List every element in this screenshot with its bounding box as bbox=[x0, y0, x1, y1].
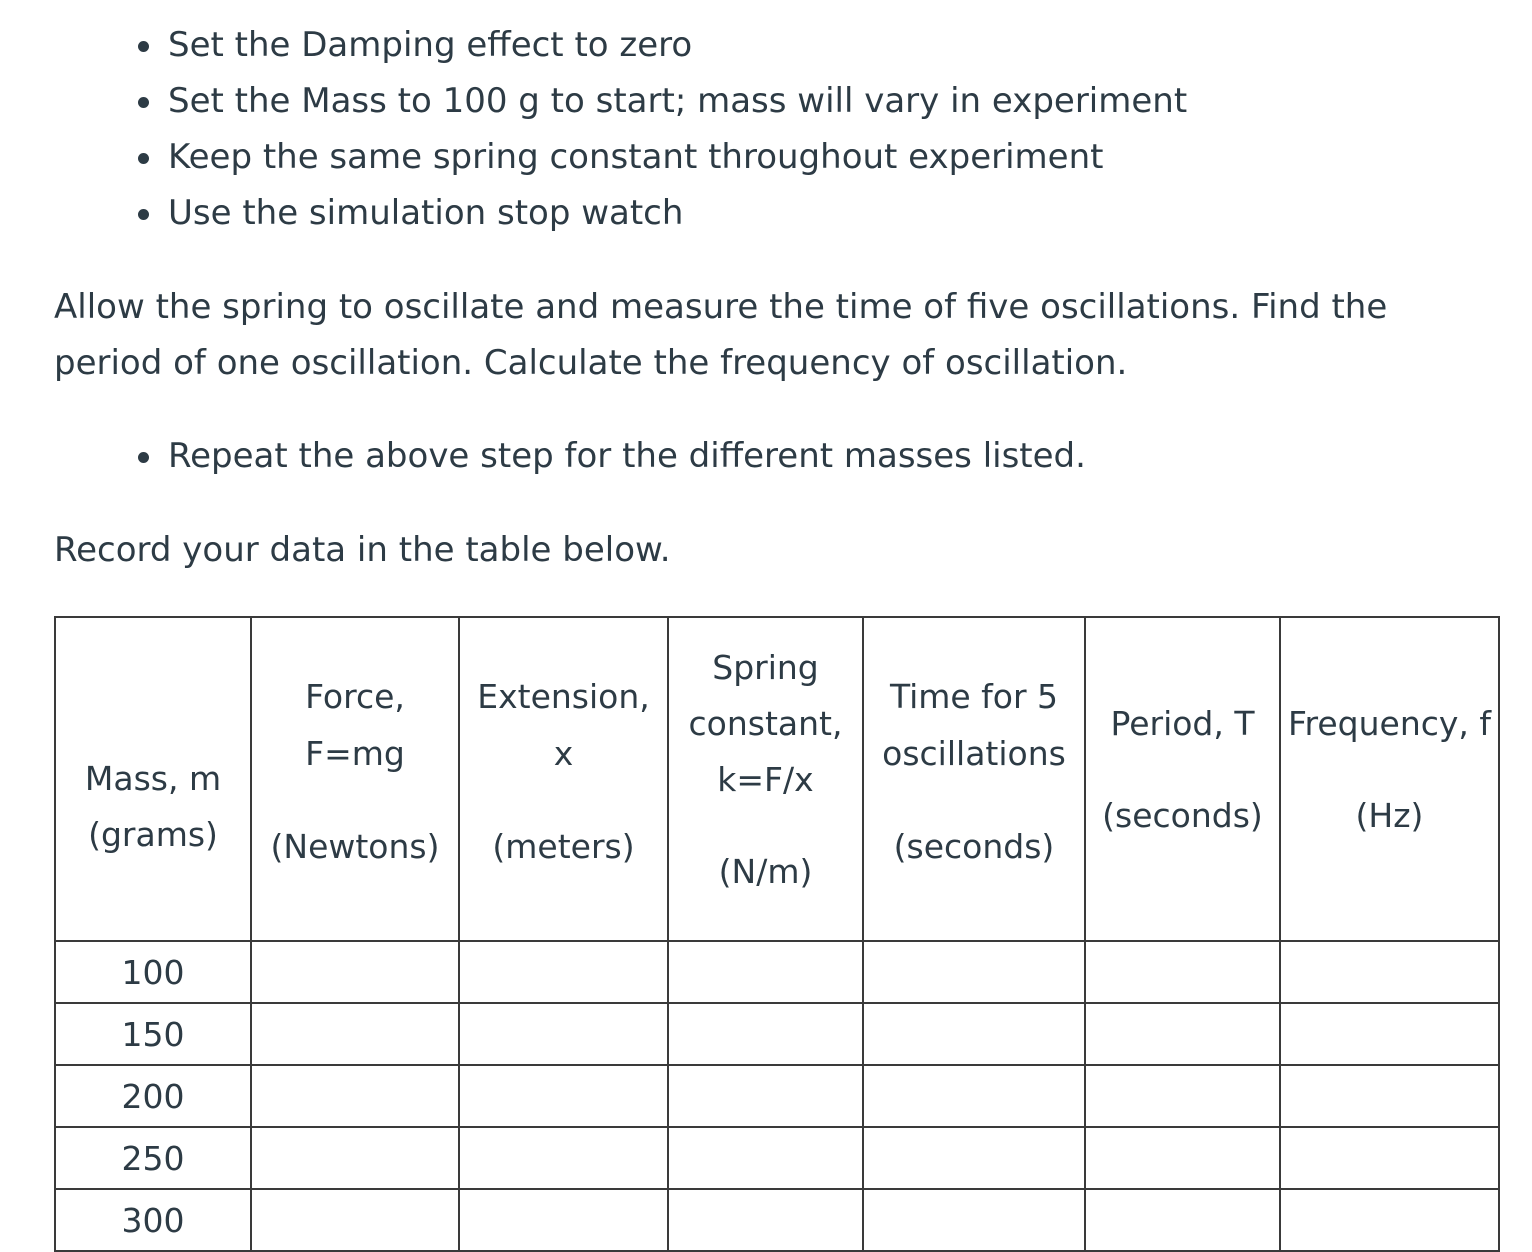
header-force bbox=[251, 617, 459, 941]
header-text: constant, bbox=[688, 704, 843, 743]
instruction-text: Keep the same spring constant throughout experiment bbox=[168, 137, 1104, 177]
force-cell[interactable] bbox=[251, 1189, 459, 1251]
bullet-icon bbox=[138, 452, 149, 463]
bullet-icon bbox=[138, 97, 149, 108]
header-text: k=F/x bbox=[717, 760, 814, 799]
instruction-text: Set the Damping effect to zero bbox=[168, 25, 693, 65]
record-data-paragraph: Record your data in the table below. bbox=[54, 530, 671, 570]
header-text: Force, bbox=[305, 677, 405, 716]
header-unit: (N/m) bbox=[718, 852, 813, 891]
time-cell[interactable] bbox=[863, 1189, 1085, 1251]
header-unit: (Newtons) bbox=[270, 827, 440, 866]
header-text: oscillations bbox=[882, 734, 1066, 773]
spring-constant-cell[interactable] bbox=[668, 1065, 863, 1127]
time-cell[interactable] bbox=[863, 1065, 1085, 1127]
period-cell[interactable] bbox=[1085, 1189, 1280, 1251]
force-cell[interactable] bbox=[251, 1127, 459, 1189]
instruction-text: Set the Mass to 100 g to start; mass will vary in experiment bbox=[168, 81, 1188, 121]
header-text: Time for 5 bbox=[889, 677, 1059, 716]
extension-cell[interactable] bbox=[459, 1127, 668, 1189]
header-text: Spring bbox=[712, 648, 819, 687]
mass-cell: 250 bbox=[55, 1127, 251, 1189]
header-text: Mass, m bbox=[84, 759, 222, 798]
instruction-item bbox=[0, 428, 1086, 484]
header-unit: (Hz) bbox=[1355, 796, 1424, 835]
extension-cell[interactable] bbox=[459, 1003, 668, 1065]
instruction-item bbox=[0, 185, 1187, 241]
data-table bbox=[54, 616, 1500, 1252]
header-extension bbox=[459, 617, 668, 941]
table-row bbox=[55, 1127, 1499, 1189]
header-mass bbox=[55, 617, 251, 941]
header-period bbox=[1085, 617, 1280, 941]
bullet-icon bbox=[138, 209, 149, 220]
header-text: x bbox=[553, 734, 574, 773]
mass-cell: 150 bbox=[55, 1003, 251, 1065]
table-row bbox=[55, 941, 1499, 1003]
instruction-item bbox=[0, 73, 1187, 129]
frequency-cell[interactable] bbox=[1280, 1003, 1499, 1065]
frequency-cell[interactable] bbox=[1280, 941, 1499, 1003]
mass-cell: 100 bbox=[55, 941, 251, 1003]
period-cell[interactable] bbox=[1085, 1065, 1280, 1127]
frequency-cell[interactable] bbox=[1280, 1127, 1499, 1189]
instruction-item bbox=[0, 129, 1187, 185]
header-spring-constant bbox=[668, 617, 863, 941]
header-unit: (seconds) bbox=[1102, 796, 1263, 835]
spring-constant-cell[interactable] bbox=[668, 941, 863, 1003]
header-time bbox=[863, 617, 1085, 941]
bullet-icon bbox=[138, 41, 149, 52]
header-unit: (meters) bbox=[492, 827, 635, 866]
extension-cell[interactable] bbox=[459, 1189, 668, 1251]
force-cell[interactable] bbox=[251, 1003, 459, 1065]
oscillation-instructions-paragraph bbox=[54, 279, 1387, 391]
table-row bbox=[55, 1003, 1499, 1065]
period-cell[interactable] bbox=[1085, 1127, 1280, 1189]
instruction-text: Repeat the above step for the different masses listed. bbox=[168, 436, 1086, 476]
header-unit: (grams) bbox=[88, 815, 218, 854]
header-text: Period, T bbox=[1110, 704, 1255, 743]
table-header-row bbox=[55, 617, 1499, 941]
header-text: Extension, bbox=[477, 677, 650, 716]
mass-cell: 300 bbox=[55, 1189, 251, 1251]
instruction-text: Use the simulation stop watch bbox=[168, 193, 684, 233]
header-text: Frequency, f bbox=[1287, 704, 1492, 743]
header-unit: (seconds) bbox=[893, 827, 1055, 866]
spring-constant-cell[interactable] bbox=[668, 1127, 863, 1189]
instruction-item bbox=[0, 17, 1187, 73]
mass-cell: 200 bbox=[55, 1065, 251, 1127]
force-cell[interactable] bbox=[251, 1065, 459, 1127]
table-row bbox=[55, 1189, 1499, 1251]
period-cell[interactable] bbox=[1085, 941, 1280, 1003]
extension-cell[interactable] bbox=[459, 941, 668, 1003]
frequency-cell[interactable] bbox=[1280, 1189, 1499, 1251]
header-frequency bbox=[1280, 617, 1499, 941]
spring-constant-cell[interactable] bbox=[668, 1003, 863, 1065]
instruction-list-mid bbox=[0, 428, 1086, 484]
paragraph-line: period of one oscillation. Calculate the frequency of oscillation. bbox=[54, 343, 1128, 383]
time-cell[interactable] bbox=[863, 941, 1085, 1003]
time-cell[interactable] bbox=[863, 1003, 1085, 1065]
paragraph-line: Allow the spring to oscillate and measure the time of five oscillations. Find the bbox=[54, 287, 1388, 327]
header-text: F=mg bbox=[305, 734, 405, 773]
instruction-list-top bbox=[0, 17, 1187, 241]
frequency-cell[interactable] bbox=[1280, 1065, 1499, 1127]
time-cell[interactable] bbox=[863, 1127, 1085, 1189]
period-cell[interactable] bbox=[1085, 1003, 1280, 1065]
extension-cell[interactable] bbox=[459, 1065, 668, 1127]
table-row bbox=[55, 1065, 1499, 1127]
bullet-icon bbox=[138, 153, 149, 164]
spring-constant-cell[interactable] bbox=[668, 1189, 863, 1251]
force-cell[interactable] bbox=[251, 941, 459, 1003]
